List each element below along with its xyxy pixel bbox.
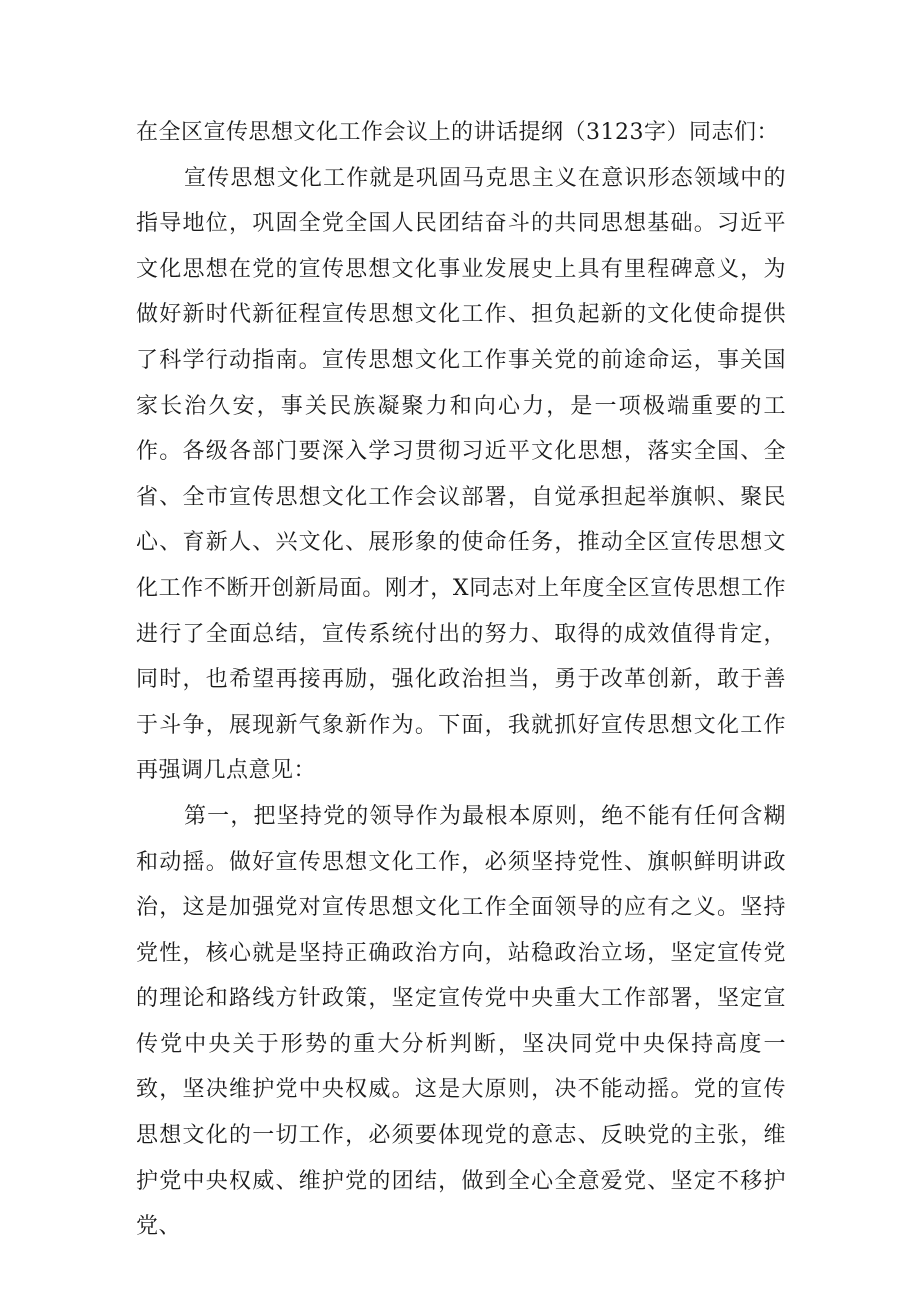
document-body bbox=[136, 110, 786, 1250]
paragraph-point-one: 第一，把坚持党的领导作为最根本原则，绝不能有任何含糊和动摇。做好宣传思想文化工作，必须坚持党性、旗帜鲜明讲政治，这是加强党对宣传思想文化工作全面领导的应有之义。坚持党性，核心就是坚持正确政治方向，站稳政治立场，坚定宣传党的理论和路线方针政策，坚定宣传党中央重大工作部署，坚定宣传党中央关于形势的重大分析判断，坚决同党中央保持高度一致，坚决维护党中央权威。这是大原则，决不能动摇。党的宣传思想文化的一切工作，必须要体现党的意志、反映党的主张，维护党中央权威、维护党的团结，做到全心全意爱党、坚定不移护党、 bbox=[136, 803, 786, 1240]
paragraph-intro: 宣传思想文化工作就是巩固马克思主义在意识形态领域中的指导地位，巩固全党全国人民团结奋斗的共同思想基础。习近平文化思想在党的宣传思想文化事业发展史上具有里程碑意义，为做好新时代新征程宣传思想文化工作、担负起新的文化使命提供了科学行动指南。宣传思想文化工作事关党的前途命运，事关国家长治久安，事关民族凝聚力和向心力，是一项极端重要的工作。各级各部门要深入学习贯彻习近平文化思想，落实全国、全省、全市宣传思想文化工作会议部署，自觉承担起举旗帜、聚民心、育新人、兴文化、展形象的使命任务，推动全区宣传思想文化工作不断开创新局面。刚才，X同志对上年度全区宣传思想工作进行了全面总结，宣传系统付出的努力、取得的成效值得肯定，同时，也希望再接再励，强化政治担当，勇于改革创新，敢于善于斗争，展现新气象新作为。下面，我就抓好宣传思想文化工作再强调几点意见： bbox=[136, 165, 786, 784]
title-line: 在全区宣传思想文化工作会议上的讲话提纲（3123字）同志们： bbox=[136, 120, 779, 145]
